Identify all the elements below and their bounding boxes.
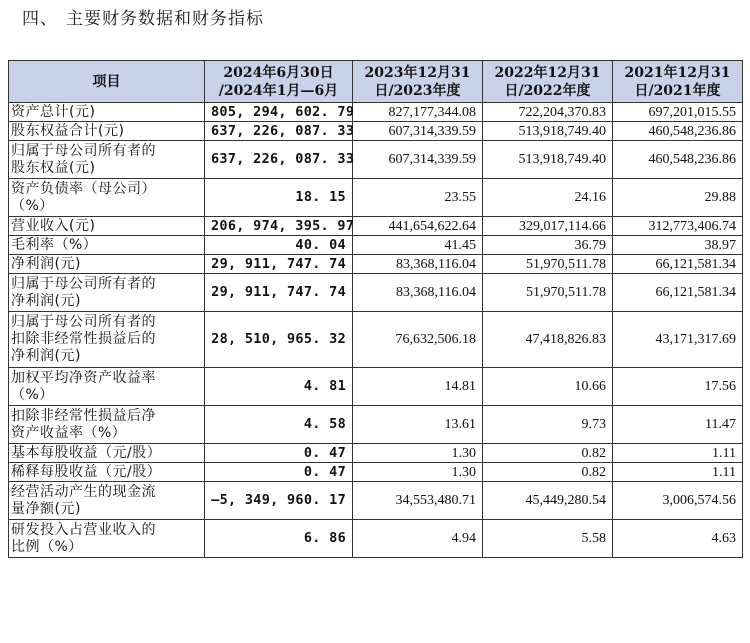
row-label: 研发投入占营业收入的 比例（%） xyxy=(9,520,205,558)
table-row xyxy=(9,368,743,406)
table-row xyxy=(9,482,743,520)
value-2024h1: 805, 294, 602. 79 xyxy=(205,103,353,122)
value-2024h1: 637, 226, 087. 33 xyxy=(205,141,353,179)
value-2024h1: 0. 47 xyxy=(205,463,353,482)
table-row xyxy=(9,217,743,236)
value-2021: 66,121,581.34 xyxy=(613,274,743,312)
value-2024h1: 4. 58 xyxy=(205,406,353,444)
value-2021: 460,548,236.86 xyxy=(613,141,743,179)
header-item: 项目 xyxy=(9,61,205,103)
row-label: 股东权益合计(元) xyxy=(9,122,205,141)
value-2021: 1.11 xyxy=(613,463,743,482)
value-2022: 0.82 xyxy=(483,463,613,482)
row-label: 资产总计(元) xyxy=(9,103,205,122)
value-2021: 38.97 xyxy=(613,236,743,255)
value-2023: 76,632,506.18 xyxy=(353,312,483,368)
value-2021: 11.47 xyxy=(613,406,743,444)
row-label: 基本每股收益（元/股） xyxy=(9,444,205,463)
table-row xyxy=(9,236,743,255)
table-row xyxy=(9,255,743,274)
value-2021: 1.11 xyxy=(613,444,743,463)
value-2022: 36.79 xyxy=(483,236,613,255)
header-2024h1: 2024年6月30日 /2024年1月—6月 xyxy=(205,61,353,103)
row-label: 资产负债率（母公司） （%） xyxy=(9,179,205,217)
header-2021: 2021年12月31 日/2021年度 xyxy=(613,61,743,103)
table-row xyxy=(9,179,743,217)
value-2021: 3,006,574.56 xyxy=(613,482,743,520)
value-2023: 1.30 xyxy=(353,463,483,482)
section-title: 主要财务数据和财务指标 xyxy=(66,9,264,29)
value-2024h1: 29, 911, 747. 74 xyxy=(205,255,353,274)
value-2023: 441,654,622.64 xyxy=(353,217,483,236)
row-label: 经营活动产生的现金流 量净额(元) xyxy=(9,482,205,520)
section-number: 四、 xyxy=(22,9,58,29)
value-2024h1: 18. 15 xyxy=(205,179,353,217)
value-2023: 34,553,480.71 xyxy=(353,482,483,520)
value-2023: 607,314,339.59 xyxy=(353,141,483,179)
table-header-row xyxy=(9,61,743,103)
value-2022: 513,918,749.40 xyxy=(483,122,613,141)
table-body xyxy=(9,103,743,558)
value-2023: 83,368,116.04 xyxy=(353,274,483,312)
section-heading xyxy=(22,4,264,29)
row-label: 归属于母公司所有者的 净利润(元) xyxy=(9,274,205,312)
value-2022: 513,918,749.40 xyxy=(483,141,613,179)
table-row xyxy=(9,274,743,312)
value-2023: 23.55 xyxy=(353,179,483,217)
value-2022: 9.73 xyxy=(483,406,613,444)
value-2021: 29.88 xyxy=(613,179,743,217)
row-label: 营业收入(元) xyxy=(9,217,205,236)
table-row xyxy=(9,406,743,444)
value-2023: 83,368,116.04 xyxy=(353,255,483,274)
value-2023: 13.61 xyxy=(353,406,483,444)
value-2023: 14.81 xyxy=(353,368,483,406)
row-label: 扣除非经常性损益后净 资产收益率（%） xyxy=(9,406,205,444)
value-2021: 312,773,406.74 xyxy=(613,217,743,236)
value-2022: 0.82 xyxy=(483,444,613,463)
value-2023: 1.30 xyxy=(353,444,483,463)
row-label: 加权平均净资产收益率 （%） xyxy=(9,368,205,406)
value-2024h1: 40. 04 xyxy=(205,236,353,255)
header-2022: 2022年12月31 日/2022年度 xyxy=(483,61,613,103)
value-2022: 329,017,114.66 xyxy=(483,217,613,236)
value-2022: 47,418,826.83 xyxy=(483,312,613,368)
value-2021: 17.56 xyxy=(613,368,743,406)
value-2024h1: 28, 510, 965. 32 xyxy=(205,312,353,368)
value-2021: 460,548,236.86 xyxy=(613,122,743,141)
value-2024h1: 0. 47 xyxy=(205,444,353,463)
value-2023: 827,177,344.08 xyxy=(353,103,483,122)
row-label: 归属于母公司所有者的 股东权益(元) xyxy=(9,141,205,179)
value-2024h1: 6. 86 xyxy=(205,520,353,558)
table-row xyxy=(9,463,743,482)
value-2024h1: 29, 911, 747. 74 xyxy=(205,274,353,312)
table-row xyxy=(9,520,743,558)
financial-table xyxy=(8,60,743,558)
value-2023: 41.45 xyxy=(353,236,483,255)
value-2023: 4.94 xyxy=(353,520,483,558)
value-2022: 51,970,511.78 xyxy=(483,274,613,312)
value-2022: 5.58 xyxy=(483,520,613,558)
value-2024h1: –5, 349, 960. 17 xyxy=(205,482,353,520)
row-label: 归属于母公司所有者的 扣除非经常性损益后的 净利润(元) xyxy=(9,312,205,368)
value-2022: 10.66 xyxy=(483,368,613,406)
row-label: 毛利率（%） xyxy=(9,236,205,255)
value-2022: 722,204,370.83 xyxy=(483,103,613,122)
value-2021: 66,121,581.34 xyxy=(613,255,743,274)
value-2022: 51,970,511.78 xyxy=(483,255,613,274)
table-row xyxy=(9,312,743,368)
value-2021: 43,171,317.69 xyxy=(613,312,743,368)
value-2021: 697,201,015.55 xyxy=(613,103,743,122)
table-row xyxy=(9,141,743,179)
table-row xyxy=(9,103,743,122)
value-2022: 45,449,280.54 xyxy=(483,482,613,520)
value-2024h1: 206, 974, 395. 97 xyxy=(205,217,353,236)
table-row xyxy=(9,444,743,463)
value-2023: 607,314,339.59 xyxy=(353,122,483,141)
row-label: 净利润(元) xyxy=(9,255,205,274)
row-label: 稀释每股收益（元/股） xyxy=(9,463,205,482)
table-row xyxy=(9,122,743,141)
value-2024h1: 4. 81 xyxy=(205,368,353,406)
header-2023: 2023年12月31 日/2023年度 xyxy=(353,61,483,103)
value-2021: 4.63 xyxy=(613,520,743,558)
value-2022: 24.16 xyxy=(483,179,613,217)
value-2024h1: 637, 226, 087. 33 xyxy=(205,122,353,141)
